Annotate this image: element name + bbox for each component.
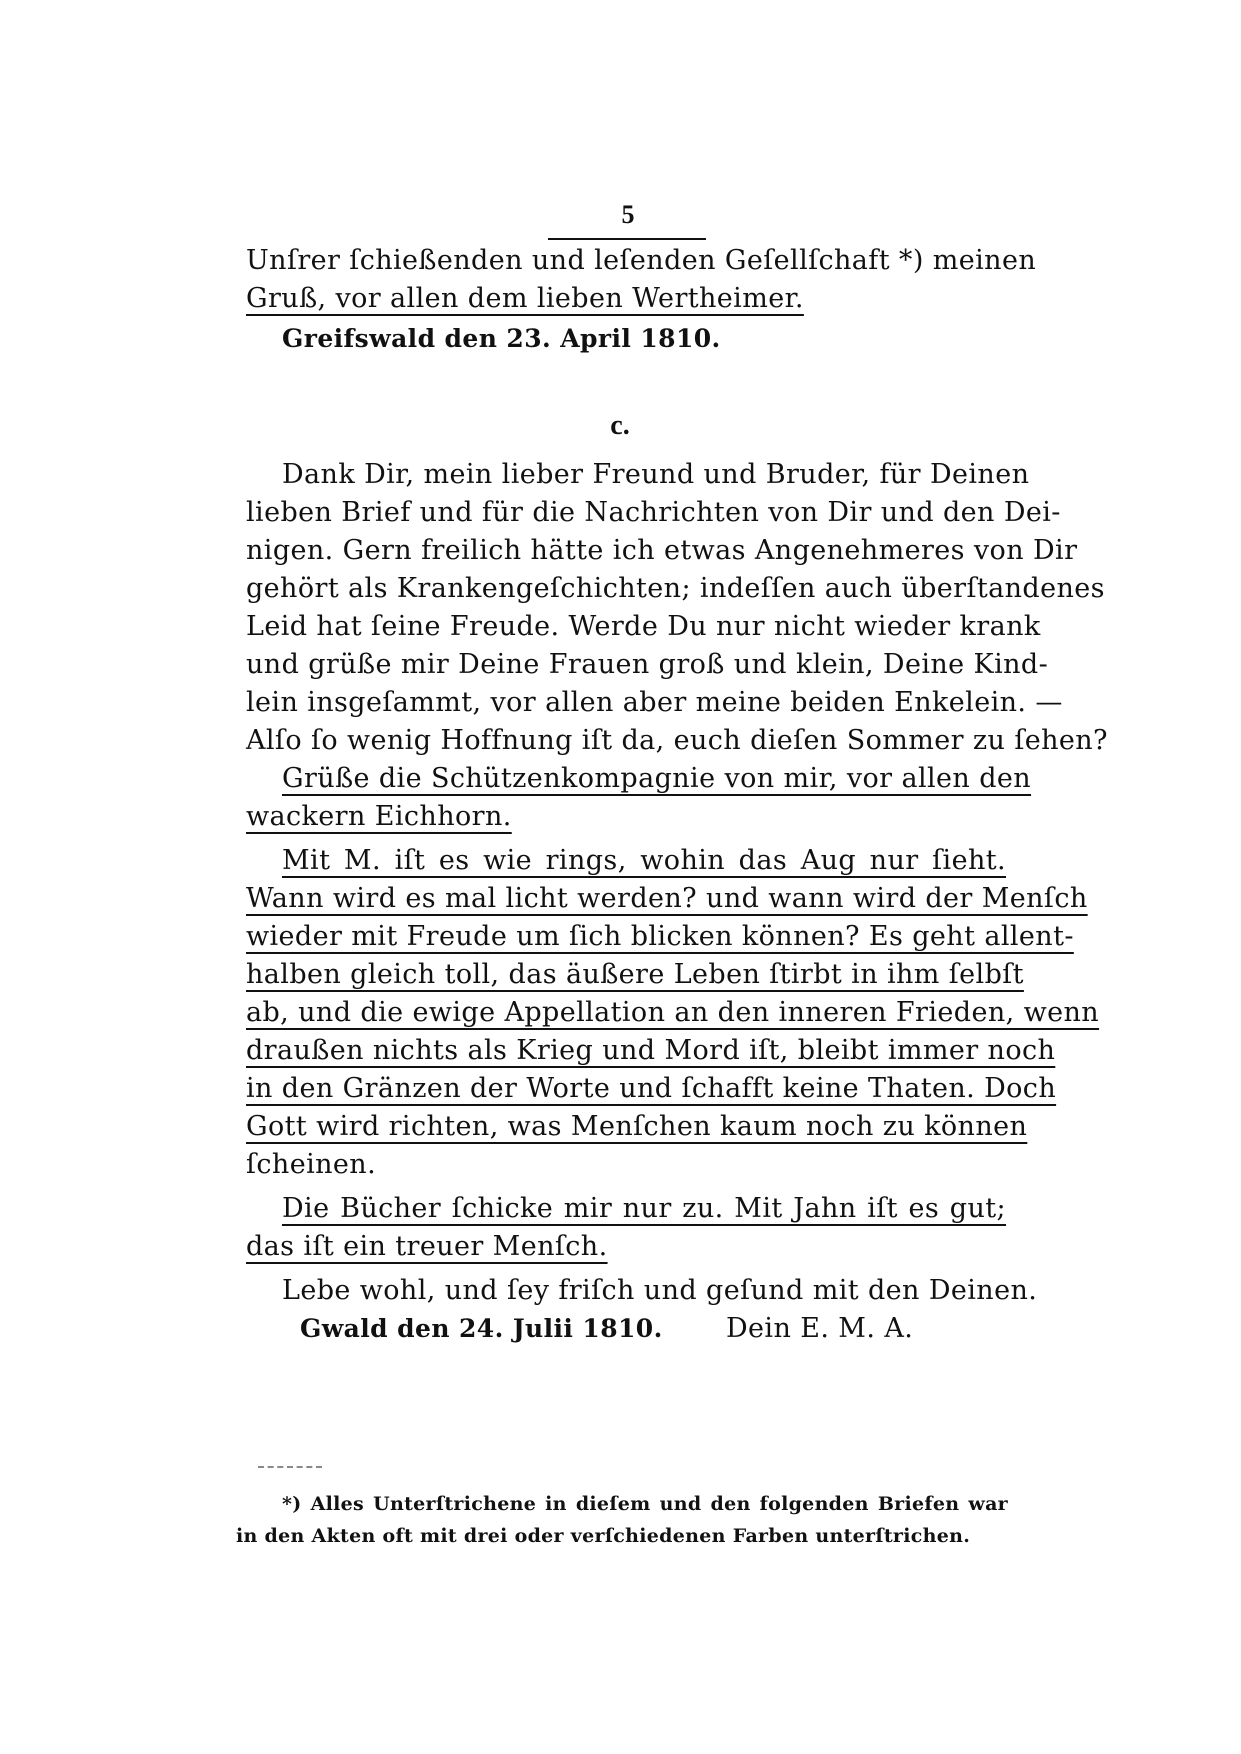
date-line: Greifswald den 23. April 1810. bbox=[282, 324, 721, 353]
underlined-line: halben gleich toll, das äußere Leben ſtirbt in ihm ſelbſt bbox=[246, 959, 1024, 990]
page-number-rule bbox=[548, 238, 706, 240]
section-mark: c. bbox=[610, 410, 630, 441]
signature: Dein E. M. A. bbox=[726, 1313, 914, 1344]
text-line: gehört als Krankengeſchichten; indeſſen auch überſtandenes bbox=[246, 573, 1105, 604]
underlined-line: Grüße die Schützenkompagnie von mir, vor allen den bbox=[282, 763, 1032, 794]
footnote-rule bbox=[258, 1466, 322, 1468]
footnote-line: in den Akten oft mit drei oder verſchiedenen Farben unterſtrichen. bbox=[236, 1525, 971, 1547]
underlined-line: Gott wird richten, was Menſchen kaum noch zu können bbox=[246, 1111, 1028, 1142]
underlined-line: ab, und die ewige Appellation an den inneren Frieden, wenn bbox=[246, 997, 1100, 1028]
text-line: nigen. Gern freilich hätte ich etwas Angenehmeres von Dir bbox=[246, 535, 1078, 566]
text-line: lein insgeſammt, vor allen aber meine beiden Enkelein. — bbox=[246, 687, 1063, 718]
underlined-line: Wann wird es mal licht werden? und wann wird der Menſch bbox=[246, 883, 1088, 914]
text-line: Gruß, vor allen dem lieben Wertheimer. bbox=[246, 283, 804, 314]
text-line: ſcheinen. bbox=[246, 1149, 377, 1180]
text-line: Leid hat ſeine Freude. Werde Du nur nicht wieder krank bbox=[246, 611, 1041, 642]
underlined-line: draußen nichts als Krieg und Mord iſt, bleibt immer noch bbox=[246, 1035, 1056, 1066]
text-line: Alſo ſo wenig Hoffnung iſt da, euch dieſen Sommer zu ſehen? bbox=[246, 725, 1108, 756]
closing-place-date: Gwald den 24. Julii 1810. bbox=[300, 1314, 663, 1343]
underlined-line: wackern Eichhorn. bbox=[246, 801, 512, 832]
text-line: Unſrer ſchießenden und leſenden Geſellſchaft *) meinen bbox=[246, 245, 1037, 276]
text-line: Lebe wohl, und ſey friſch und geſund mit den Deinen. bbox=[282, 1275, 1038, 1306]
underlined-line: Mit M. iſt es wie rings, wohin das Aug nur ſieht. bbox=[282, 845, 1006, 876]
underlined-line: wieder mit Freude um ſich blicken können? Es geht allent- bbox=[246, 921, 1074, 952]
footnote-line: *) Alles Unterſtrichene in dieſem und den folgenden Briefen war bbox=[282, 1493, 1008, 1515]
underlined-line: das iſt ein treuer Menſch. bbox=[246, 1231, 608, 1262]
underlined-line: in den Gränzen der Worte und ſchafft keine Thaten. Doch bbox=[246, 1073, 1057, 1104]
text-line: Dank Dir, mein lieber Freund und Bruder, für Deinen bbox=[282, 459, 1030, 490]
underlined-line: Die Bücher ſchicke mir nur zu. Mit Jahn iſt es gut; bbox=[282, 1193, 1006, 1224]
text-line: lieben Brief und für die Nachrichten von Dir und den Dei- bbox=[246, 497, 1061, 528]
text-line: und grüße mir Deine Frauen groß und klein, Deine Kind- bbox=[246, 649, 1049, 680]
page-number: 5 bbox=[621, 200, 635, 229]
